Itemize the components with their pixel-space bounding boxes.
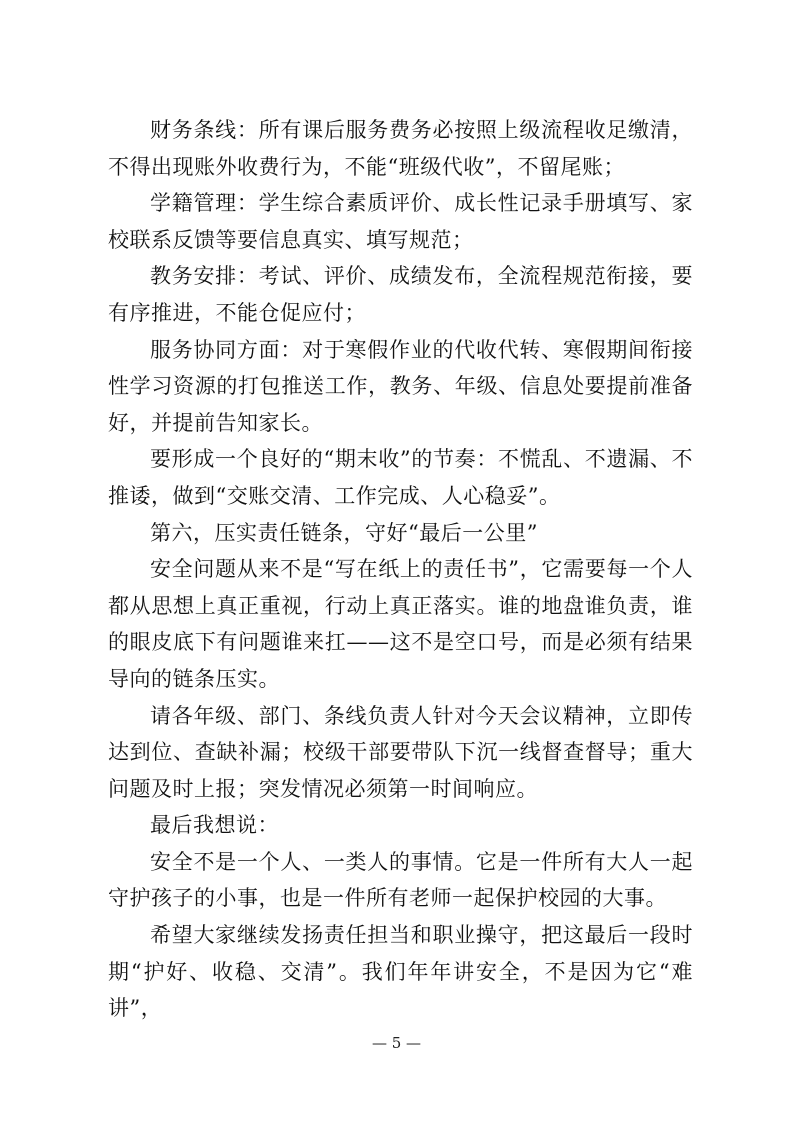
paragraph-safety-responsibility: 安全问题从来不是“写在纸上的责任书”，它需要每一个人都从思想上真正重视，行动上真正落实。谁的地盘谁负责，谁的眼皮底下有问题谁来扛——这不是空口号，而是必须有结果导向的链条压实。: [108, 557, 693, 691]
paragraph-academic-affairs: 教务安排：考试、评价、成绩发布，全流程规范衔接，要有序推进，不能仓促应付；: [108, 264, 693, 325]
paragraph-closing-intro: 最后我想说：: [150, 813, 279, 838]
paragraph-student-records: 学籍管理：学生综合素质评价、成长性记录手册填写、家校联系反馈等要信息真实、填写规范；: [108, 191, 693, 252]
paragraph-hope: 希望大家继续发扬责任担当和职业操守，把这最后一段时期“护好、收稳、交清”。我们年年讲安全，不是因为它“难讲”，: [108, 923, 693, 1021]
page-number: — 5 —: [371, 1034, 422, 1052]
document-body: [108, 112, 693, 1027]
paragraph-finance: 财务条线：所有课后服务费务必按照上级流程收足缴清，不得出现账外收费行为，不能“班级代收”，不留尾账；: [108, 118, 693, 179]
paragraph-service-coordination: 服务协同方面：对于寒假作业的代收代转、寒假期间衔接性学习资源的打包推送工作，教务、年级、信息处要提前准备好，并提前告知家长。: [108, 337, 693, 435]
section-heading-six: 第六，压实责任链条，守好“最后一公里”: [150, 520, 538, 545]
paragraph-term-end-rhythm: 要形成一个良好的“期末收”的节奏：不慌乱、不遗漏、不推诿，做到“交账交清、工作完成、人心稳妥”。: [108, 447, 693, 508]
paragraph-safety-everyone: 安全不是一个人、一类人的事情。它是一件所有大人一起守护孩子的小事，也是一件所有老师一起保护校园的大事。: [108, 849, 693, 911]
paragraph-leaders-action: 请各年级、部门、条线负责人针对今天会议精神，立即传达到位、查缺补漏；校级干部要带队下沉一线督查督导；重大问题及时上报；突发情况必须第一时间响应。: [108, 703, 693, 801]
